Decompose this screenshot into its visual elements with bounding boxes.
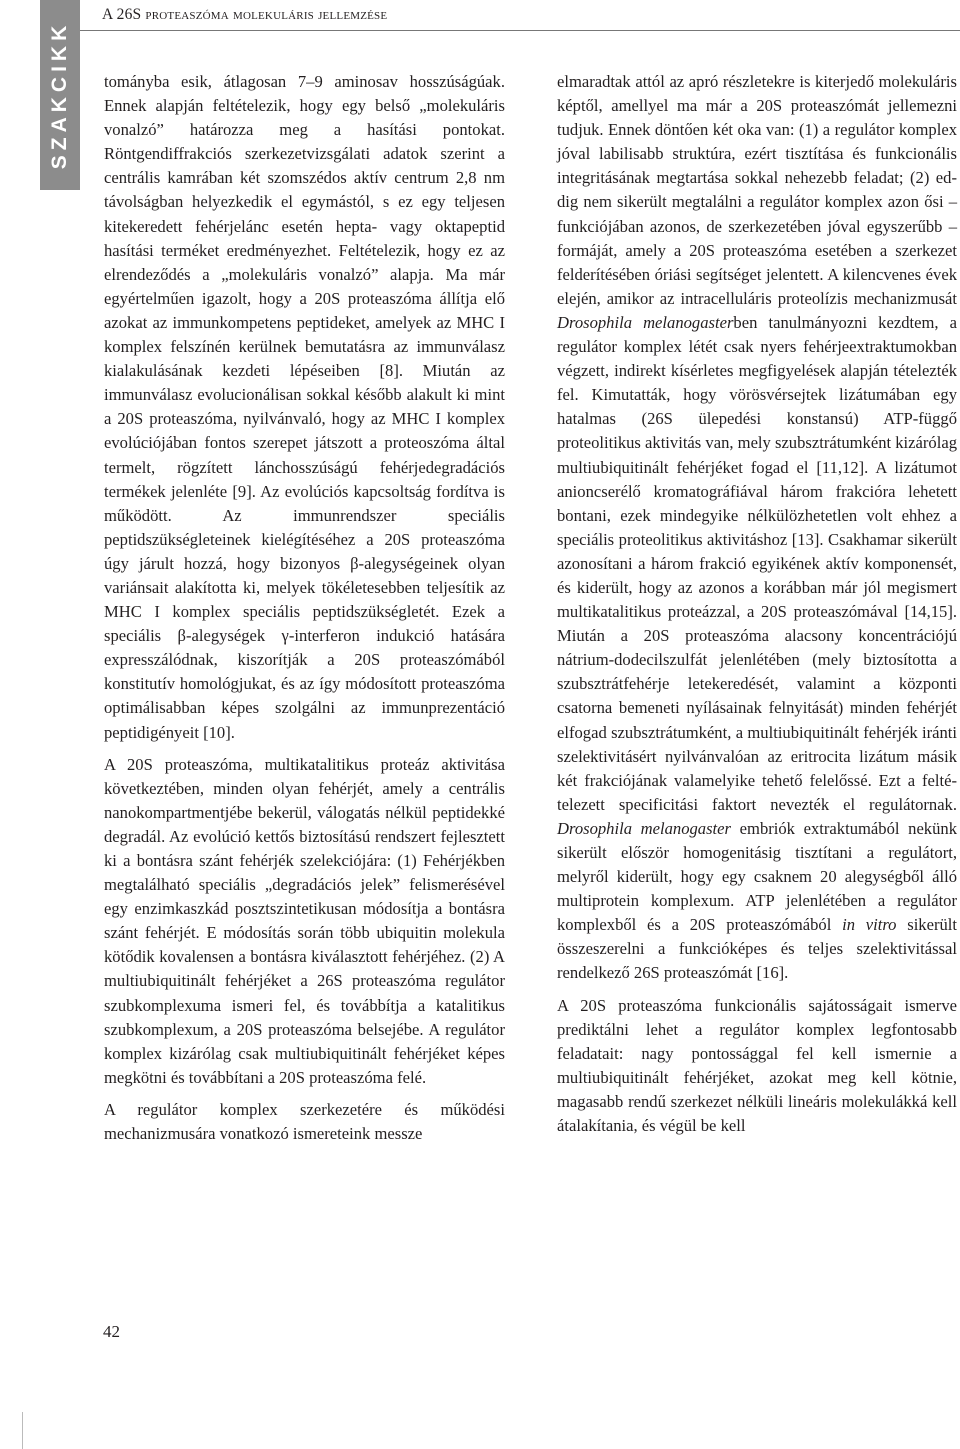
paragraph-text: tományba esik, átlagosan 7–9 aminosav hosszúságúak. Ennek alapján feltételezik, hogy egy belső „molekuláris vonalzó” határozza meg a hasítási pontokat. Röntgendiffrakciós szerkezetvizsgálati adatok szerint a centrális kamrában két szomszédos aktív centrum 2,8 nm távolságban helyezkedik el egymástól, s ez egy teljesen kitekeredett fehérjelánc esetén hepta- vagy oktapeptid hasítási terméket eredményezhet. Feltételezik, hogy ez az elrendeződés a „molekuláris vonalzó” alapja. Ma már egyértelműen igazolt, hogy a 20S proteaszóma állítja elő azokat az immunkompetens peptideket, amelyek az MHC I komplex felszínén kerülnek bemutatásra az immunválasz kialakulásának kezdeti lépéseiben [8]. Miután az immunválasz evolucionálisan sokkal később alakult ki mint a 20S proteaszóma, nyilvánvaló, hogy az MHC I komplex evolúciójában fontos szerepet játszott a proteoszóma által termelt, rögzített lánchosszúságú fehérjedegradációs termékek jelenléte [9]. Az evolúciós kapcsoltság fordítva is működött. Az immunrendszer speciális peptidszükségleteinek kielégítéséhez a 20S proteaszóma úgy járult hozzá, hogy bizonyos β-alegységeinek olyan variánsait alakította ki, melyek tökéletesebben teljesítik az MHC I komplex speciális peptidszükségletét. Ezek a speciális β-alegységek γ-interferon indukció hatására expresszálódnak, kiszorítják a 20S proteaszómából konstitutív homológjukat, és az így módosított proteaszóma optimálisabban képes szolgálni az immunprezentáció peptidigényeit [10]. [104,72,505,742]
paragraph-text: elmaradtak attól az apró részletekre is kiterjedő molekuláris képtől, amellyel ma már a 20S proteaszómát jellemezni tudjuk. Ennek döntően két oka van: (1) a regulátor komplex jóval labilisabb struktúra, ezért tisztítása és funkcionális integritásának megtartása sokkal nehezebb feladat; (2) eddig nem sikerült megtalálni a regulátor komplex azon ősi – funkciójában azonos, de szerkezetében jóval egyszerűbb – formáját, amely a 20S proteaszóma esetében a szerkezet felderítésében óriási segítséget jelentett. A kilencvenes évek elején, amikor az intracelluláris proteolízis mechanizmusát [557,72,957,308]
paragraph-text: A 20S proteaszóma, multikatalitikus proteáz aktivitása következtében, minden olyan fehérjét, amely a centrális nanokompartmentjébe bekerül, válogatás nélkül peptidekké degradál. Az evolúció kettős biztosítású rendszert fejlesztett ki a bontásra szánt fehérjék szelekciójára: (1) Fehérjékben megtalálható speciális „degradációs jelek” felismerésével egy enzimkaszkád posztszintetikusan módosítja a bontásra szánt fehérjét. E módosítás során több ubiquitin molekula kötődik kovalensen a bontásra kiválasztott fehérjéhez. (2) A multiubiquitinált fehérjéket a 26S proteaszóma regulátor szubkomplexuma ismeri fel, és továbbítja a katalitikus szubkomplexum, a 20S proteaszóma belsejébe. A regulátor komplex kizárólag csak multiubiquitinált fehérjéket képes megkötni és továbbítani a 20S proteaszóma felé. [104,754,505,1087]
crop-mark [22,1412,23,1449]
species-name: Drosophila melanogaster [557,312,734,332]
species-name: Drosophila melanogaster [557,818,731,838]
paragraph [557,994,957,1139]
section-tab [40,0,80,190]
paragraph-text: A 20S proteaszóma funkcionális sajátosságait ismerve prediktálni lehet a regulátor komplex legfontosabb feladatait: nagy pontossággal fel kell ismernie a multiubiquitinált fehérjéket, azokat meg kell kötnie, magasabb rendű szerkezet nélküli lineáris molekulákká kell átalakítania, és végül be kell [557,995,957,1136]
paragraph-text: A regulátor komplex szerkezetére és működési mechanizmusára vonatkozó ismereteink messze [104,1099,505,1144]
text-column-left [104,70,505,1146]
paragraph-text: ben tanulmányozni kezdtem, a regulátor komplex létét csak nyers fehérjeextraktumokban végzett, indirekt kísérletes megfigyelések alapján tételezték fel. Kimutatták, hogy vörösvérsejtek lizátumában egy hatalmas (26S ülepedési konstansú) ATP-függő proteolitikus aktivitás van, mely szubsztrátumként kizárólag multiubiquitinált fehérjéket fogad el [11,12]. A lizátumot anioncserélő kromatográfiával három frakcióra lehetett bontani, ezek mindegyike nélkülözhetetlen volt ehhez a speciális proteolitikus aktivitáshoz [13]. Csakhamar sikerült azonosítani a három frakció egyikének aktív komponensét, és kiderült, hogy az azonos a korábban már jól megismert multikatalitikus proteázzal, a 20S proteaszómával [14,15]. Miután a 20S proteaszóma alacsony koncentrációjú nátrium-dodecilszulfát jelenlétében (mely biztosította a szubsztrátfehérje letekeredését, valamint a központi csatorna bemeneti nyílásainak felnyitását) minden fehérjét elfogad szubsztrátumként, a multiubiquitinált fehérjék iránti szelektivitásért nyilvánvalóan az eritrocita lizátum másik két frakciójának valamelyike tehető felelőssé. Ezt a feltételezett specificitási faktort nevezték el regulátornak. [557,312,957,814]
paragraph [104,1098,505,1146]
text-column-right [557,70,957,1138]
running-header-title: A 26S proteaszóma molekuláris jellemzése [102,6,388,23]
page-number: 42 [103,1322,120,1341]
paragraph [104,753,505,1090]
running-header [80,0,960,31]
paragraph-text: sikerült összeszerelni a funkcióképes és teljes szelektivitással rendelkező 26S proteaszómát [16]. [557,915,958,983]
paragraph-text: embriók extraktumából nekünk sikerült először homogenitásig tisztítani a regulátort, melyről kiderült, hogy egy csaknem 20 alegységből álló multiprotein komplexum. ATP jelenlétében a regulátor komplexből és a 20S proteaszómából [557,818,957,935]
latin-term: in vitro [842,915,897,935]
section-tab-label: SZAKCIKK [48,20,71,170]
paragraph [557,70,957,986]
paragraph [104,70,505,745]
